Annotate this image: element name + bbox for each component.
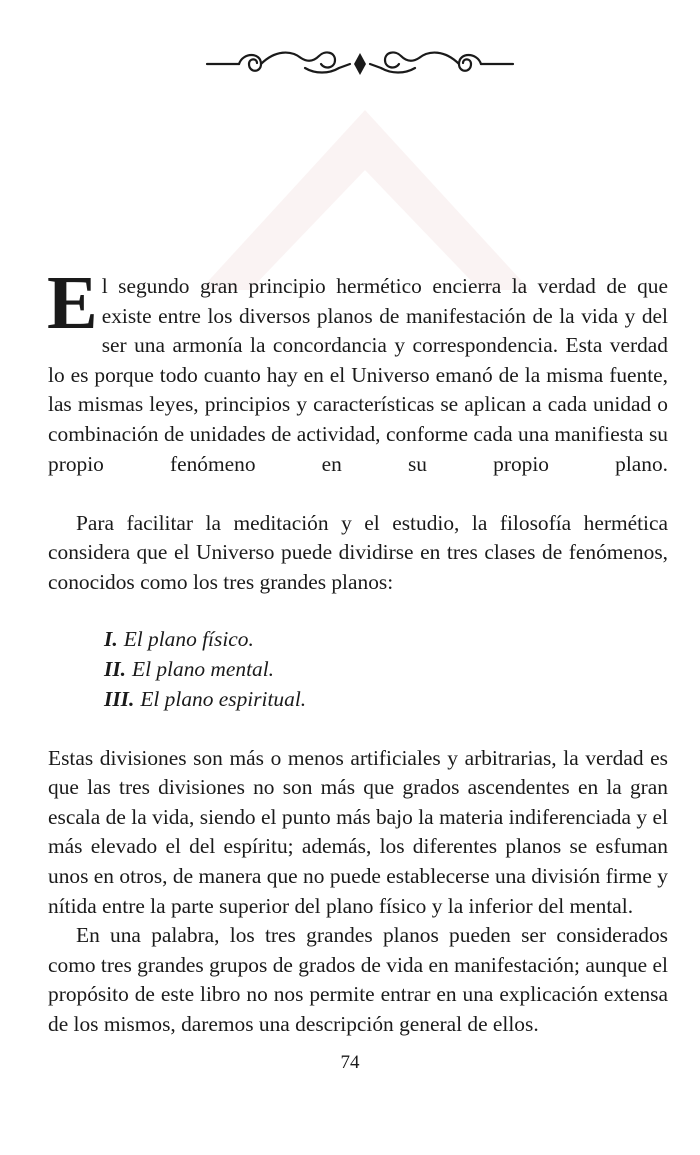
list-item-text: El plano mental. [132, 656, 274, 681]
list-item [104, 654, 668, 684]
list-numeral: I. [104, 626, 118, 651]
paragraph-1 [47, 261, 668, 509]
paragraph-3: Estas divisiones son más o menos artificiales y arbitrarias, la verdad es que las tres divisiones no son más que grados ascendentes en la gran escala de la vida, siendo el punto más bajo la materia indiferenciada y el más elevado el del espíritu; además, los diferentes planos se esfuman unos en otros, de manera que no puede establecerse una división firme y nítida entre la parte superior del plano físico y la inferior del mental. [48, 745, 668, 918]
list-numeral: II. [104, 656, 126, 681]
planes-list [104, 624, 668, 714]
list-numeral: III. [104, 686, 135, 711]
paragraph-4: En una palabra, los tres grandes planos pueden ser considerados como tres grandes grupos de grados de vida en manifestación; aunque el propósito de este libro no nos permite entrar en una explicación extensa de los mismos, daremos una descripción general de ellos. [48, 923, 668, 1036]
paragraph-2: Para facilitar la meditación y el estudio, la filosofía hermética considera que el Universo puede dividirse en tres clases de fenómenos, conocidos como los tres grandes planos: [48, 510, 668, 594]
list-item [104, 684, 668, 714]
paragraph-1-text: l segundo gran principio hermético encierra la verdad de que existe entre los diversos planos de manifestación de la vida y del ser una armonía la concordancia y correspondencia. Esta verdad lo es porque todo cuanto hay en el Universo emanó de la misma fuente, las mismas leyes, principios y características se aplican a cada unidad o combinación de unidades de actividad, conforme cada una manifiesta su propio fenómeno en su propio plano. [48, 274, 668, 476]
list-item-text: El plano físico. [123, 626, 254, 651]
list-item [104, 624, 668, 654]
list-item-text: El plano espiritual. [140, 686, 307, 711]
page-number: 74 [340, 1052, 360, 1073]
flourish-ornament-icon [205, 40, 515, 84]
body-text [47, 261, 668, 1039]
drop-cap: E [47, 261, 96, 345]
